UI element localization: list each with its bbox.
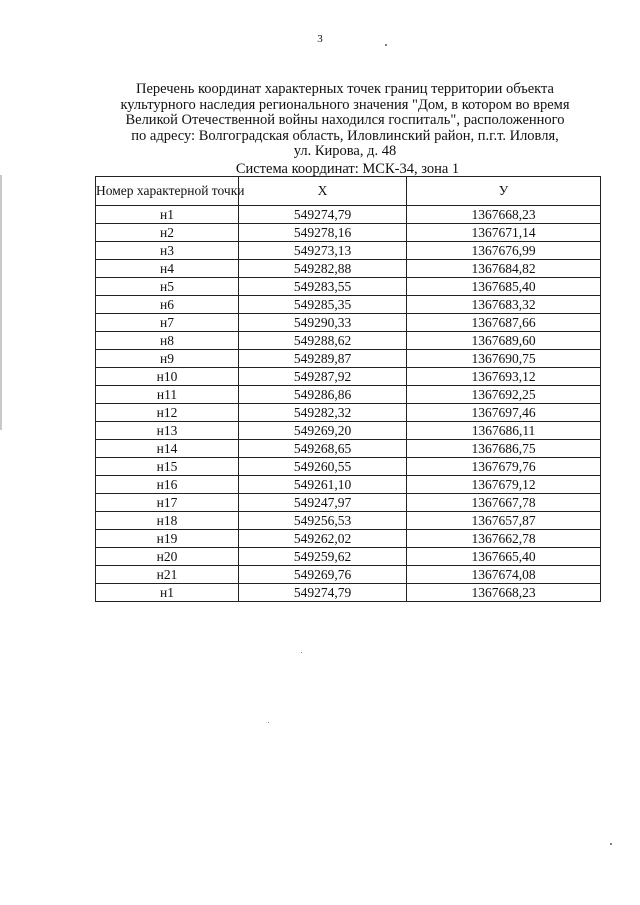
y-coordinate-cell: 1367690,75 bbox=[407, 350, 601, 368]
point-number-cell: н12 bbox=[96, 404, 239, 422]
table-row bbox=[96, 548, 601, 566]
table-row bbox=[96, 566, 601, 584]
point-number-cell: н4 bbox=[96, 260, 239, 278]
header-x: X bbox=[239, 177, 407, 206]
page-number: 3 bbox=[317, 33, 323, 45]
y-coordinate-cell: 1367683,32 bbox=[407, 296, 601, 314]
point-number-cell: н2 bbox=[96, 224, 239, 242]
x-coordinate-cell: 549269,76 bbox=[239, 566, 407, 584]
x-coordinate-cell: 549287,92 bbox=[239, 368, 407, 386]
table-row bbox=[96, 458, 601, 476]
y-coordinate-cell: 1367674,08 bbox=[407, 566, 601, 584]
y-coordinate-cell: 1367668,23 bbox=[407, 584, 601, 602]
table-row bbox=[96, 494, 601, 512]
coordinate-system-caption: Система координат: МСК-34, зона 1 bbox=[235, 161, 460, 177]
y-coordinate-cell: 1367668,23 bbox=[407, 206, 601, 224]
table-row bbox=[96, 350, 601, 368]
y-coordinate-cell: 1367687,66 bbox=[407, 314, 601, 332]
point-number-cell: н8 bbox=[96, 332, 239, 350]
table-row bbox=[96, 260, 601, 278]
x-coordinate-cell: 549274,79 bbox=[239, 206, 407, 224]
y-coordinate-cell: 1367686,11 bbox=[407, 422, 601, 440]
header-y: У bbox=[407, 177, 601, 206]
x-coordinate-cell: 549282,88 bbox=[239, 260, 407, 278]
header-point-number: Номер характерной точки bbox=[96, 177, 239, 206]
x-coordinate-cell: 549260,55 bbox=[239, 458, 407, 476]
y-coordinate-cell: 1367679,76 bbox=[407, 458, 601, 476]
point-number-cell: н20 bbox=[96, 548, 239, 566]
table-row bbox=[96, 404, 601, 422]
y-coordinate-cell: 1367692,25 bbox=[407, 386, 601, 404]
point-number-cell: н5 bbox=[96, 278, 239, 296]
y-coordinate-cell: 1367686,75 bbox=[407, 440, 601, 458]
x-coordinate-cell: 549273,13 bbox=[239, 242, 407, 260]
table-row bbox=[96, 386, 601, 404]
scan-speck bbox=[268, 722, 269, 723]
point-number-cell: н1 bbox=[96, 584, 239, 602]
y-coordinate-cell: 1367679,12 bbox=[407, 476, 601, 494]
table-header-row bbox=[96, 177, 601, 206]
point-number-cell: н7 bbox=[96, 314, 239, 332]
heading-line: Перечень координат характерных точек границ территории объекта bbox=[136, 81, 554, 97]
point-number-cell: н18 bbox=[96, 512, 239, 530]
y-coordinate-cell: 1367657,87 bbox=[407, 512, 601, 530]
y-coordinate-cell: 1367676,99 bbox=[407, 242, 601, 260]
point-number-cell: н11 bbox=[96, 386, 239, 404]
scan-speck bbox=[301, 652, 302, 653]
y-coordinate-cell: 1367693,12 bbox=[407, 368, 601, 386]
point-number-cell: н10 bbox=[96, 368, 239, 386]
table-row bbox=[96, 512, 601, 530]
x-coordinate-cell: 549262,02 bbox=[239, 530, 407, 548]
y-coordinate-cell: 1367697,46 bbox=[407, 404, 601, 422]
table-row bbox=[96, 440, 601, 458]
x-coordinate-cell: 549247,97 bbox=[239, 494, 407, 512]
table-row bbox=[96, 530, 601, 548]
table-row bbox=[96, 224, 601, 242]
point-number-cell: н13 bbox=[96, 422, 239, 440]
y-coordinate-cell: 1367689,60 bbox=[407, 332, 601, 350]
point-number-cell: н3 bbox=[96, 242, 239, 260]
y-coordinate-cell: 1367662,78 bbox=[407, 530, 601, 548]
y-coordinate-cell: 1367665,40 bbox=[407, 548, 601, 566]
y-coordinate-cell: 1367685,40 bbox=[407, 278, 601, 296]
x-coordinate-cell: 549278,16 bbox=[239, 224, 407, 242]
heading-line: ул. Кирова, д. 48 bbox=[293, 143, 397, 159]
x-coordinate-cell: 549256,53 bbox=[239, 512, 407, 530]
x-coordinate-cell: 549286,86 bbox=[239, 386, 407, 404]
point-number-cell: н1 bbox=[96, 206, 239, 224]
point-number-cell: н14 bbox=[96, 440, 239, 458]
point-number-cell: н9 bbox=[96, 350, 239, 368]
y-coordinate-cell: 1367671,14 bbox=[407, 224, 601, 242]
x-coordinate-cell: 549261,10 bbox=[239, 476, 407, 494]
table-row bbox=[96, 206, 601, 224]
table-row bbox=[96, 368, 601, 386]
table-row bbox=[96, 476, 601, 494]
table-body bbox=[96, 206, 601, 602]
point-number-cell: н21 bbox=[96, 566, 239, 584]
point-number-cell: н15 bbox=[96, 458, 239, 476]
table-row bbox=[96, 332, 601, 350]
x-coordinate-cell: 549269,20 bbox=[239, 422, 407, 440]
y-coordinate-cell: 1367684,82 bbox=[407, 260, 601, 278]
table-row bbox=[96, 296, 601, 314]
point-number-cell: н17 bbox=[96, 494, 239, 512]
table-row bbox=[96, 242, 601, 260]
heading-line: по адресу: Волгоградская область, Иловлинский район, п.г.т. Иловля, bbox=[131, 127, 559, 144]
x-coordinate-cell: 549274,79 bbox=[239, 584, 407, 602]
x-coordinate-cell: 549290,33 bbox=[239, 314, 407, 332]
x-coordinate-cell: 549259,62 bbox=[239, 548, 407, 566]
scan-edge-shadow bbox=[0, 175, 2, 430]
point-number-cell: н16 bbox=[96, 476, 239, 494]
heading-line: Великой Отечественной войны находился госпиталь", расположенного bbox=[125, 112, 565, 128]
x-coordinate-cell: 549282,32 bbox=[239, 404, 407, 422]
scan-speck bbox=[610, 843, 612, 845]
x-coordinate-cell: 549268,65 bbox=[239, 440, 407, 458]
x-coordinate-cell: 549289,87 bbox=[239, 350, 407, 368]
y-coordinate-cell: 1367667,78 bbox=[407, 494, 601, 512]
table-row bbox=[96, 422, 601, 440]
x-coordinate-cell: 549285,35 bbox=[239, 296, 407, 314]
x-coordinate-cell: 549288,62 bbox=[239, 332, 407, 350]
table-row bbox=[96, 314, 601, 332]
table-row bbox=[96, 584, 601, 602]
point-number-cell: н19 bbox=[96, 530, 239, 548]
coordinates-table bbox=[95, 176, 601, 602]
heading-line: культурного наследия регионального значения "Дом, в котором во время bbox=[120, 96, 570, 113]
document-heading bbox=[90, 82, 600, 160]
table-row bbox=[96, 278, 601, 296]
point-number-cell: н6 bbox=[96, 296, 239, 314]
x-coordinate-cell: 549283,55 bbox=[239, 278, 407, 296]
